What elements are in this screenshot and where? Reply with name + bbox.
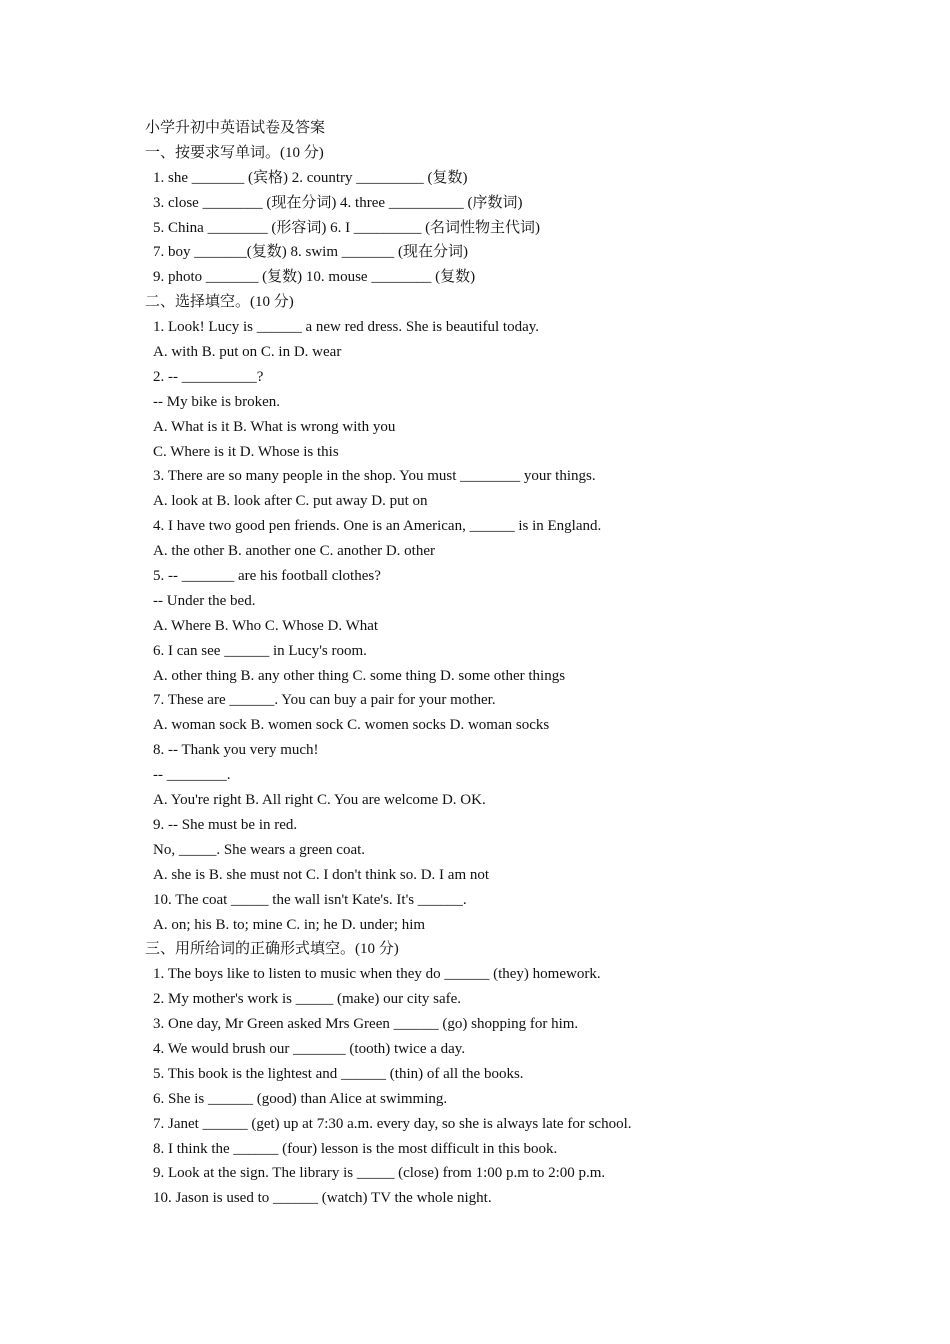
options-line: A. What is it B. What is wrong with you	[153, 418, 396, 435]
question-line: 8. -- Thank you very much!	[153, 742, 319, 759]
question-line: 8. I think the ______ (four) lesson is the most difficult in this book.	[153, 1140, 558, 1157]
question-line: 5. China ________ (形容词) 6. I _________ (名词性物主代词)	[153, 219, 541, 236]
options-line: A. other thing B. any other thing C. some thing D. some other things	[153, 667, 566, 684]
dialogue-line: -- Under the bed.	[153, 592, 256, 609]
options-line: C. Where is it D. Whose is this	[153, 443, 339, 460]
options-line: A. Where B. Who C. Whose D. What	[153, 617, 379, 634]
question-line: 10. The coat _____ the wall isn't Kate's. It's ______.	[153, 891, 467, 908]
dialogue-line: No, _____. She wears a green coat.	[153, 841, 366, 858]
question-line: 10. Jason is used to ______ (watch) TV the whole night.	[153, 1190, 492, 1207]
section1-heading: 一、按要求写单词。(10 分)	[145, 144, 324, 161]
question-line: 1. The boys like to listen to music when they do ______ (they) homework.	[153, 966, 601, 983]
question-line: 9. -- She must be in red.	[153, 816, 298, 833]
dialogue-line: -- ________.	[153, 767, 231, 784]
question-line: 9. photo _______ (复数) 10. mouse ________ (复数)	[153, 269, 476, 286]
options-line: A. the other B. another one C. another D. other	[153, 543, 436, 560]
exam-document	[0, 116, 900, 1211]
question-line: 6. She is ______ (good) than Alice at swimming.	[153, 1090, 448, 1107]
question-line: 7. Janet ______ (get) up at 7:30 a.m. every day, so she is always late for school.	[153, 1115, 632, 1132]
question-line: 5. This book is the lightest and ______ (thin) of all the books.	[153, 1065, 524, 1082]
document-title: 小学升初中英语试卷及答案	[145, 120, 326, 136]
question-line: 1. she _______ (宾格) 2. country _________ (复数)	[153, 169, 468, 186]
options-line: A. she is B. she must not C. I don't think so. D. I am not	[153, 866, 490, 883]
question-line: 7. These are ______. You can buy a pair for your mother.	[153, 692, 496, 709]
options-line: A. woman sock B. women sock C. women socks D. woman socks	[153, 717, 550, 734]
question-line: 3. close ________ (现在分词) 4. three __________ (序数词)	[153, 194, 523, 211]
options-line: A. look at B. look after C. put away D. put on	[153, 493, 428, 510]
question-line: 3. There are so many people in the shop. You must ________ your things.	[153, 468, 596, 485]
question-line: 4. I have two good pen friends. One is an American, ______ is in England.	[153, 518, 602, 535]
question-line: 4. We would brush our _______ (tooth) twice a day.	[153, 1040, 466, 1057]
section3-heading: 三、用所给词的正确形式填空。(10 分)	[145, 941, 399, 958]
question-line: 1. Look! Lucy is ______ a new red dress. She is beautiful today.	[153, 319, 540, 336]
options-line: A. You're right B. All right C. You are welcome D. OK.	[153, 792, 486, 809]
question-line: 3. One day, Mr Green asked Mrs Green ______ (go) shopping for him.	[153, 1016, 579, 1033]
question-line: 7. boy _______(复数) 8. swim _______ (现在分词)	[153, 244, 468, 261]
question-line: 2. My mother's work is _____ (make) our city safe.	[153, 991, 462, 1008]
question-line: 6. I can see ______ in Lucy's room.	[153, 642, 367, 659]
options-line: A. with B. put on C. in D. wear	[153, 344, 342, 361]
question-line: 2. -- __________?	[153, 368, 264, 385]
section2-heading: 二、选择填空。(10 分)	[145, 294, 294, 311]
question-line: 9. Look at the sign. The library is _____ (close) from 1:00 p.m to 2:00 p.m.	[153, 1165, 606, 1182]
dialogue-line: -- My bike is broken.	[153, 393, 281, 410]
options-line: A. on; his B. to; mine C. in; he D. under; him	[153, 916, 426, 933]
question-line: 5. -- _______ are his football clothes?	[153, 568, 381, 585]
